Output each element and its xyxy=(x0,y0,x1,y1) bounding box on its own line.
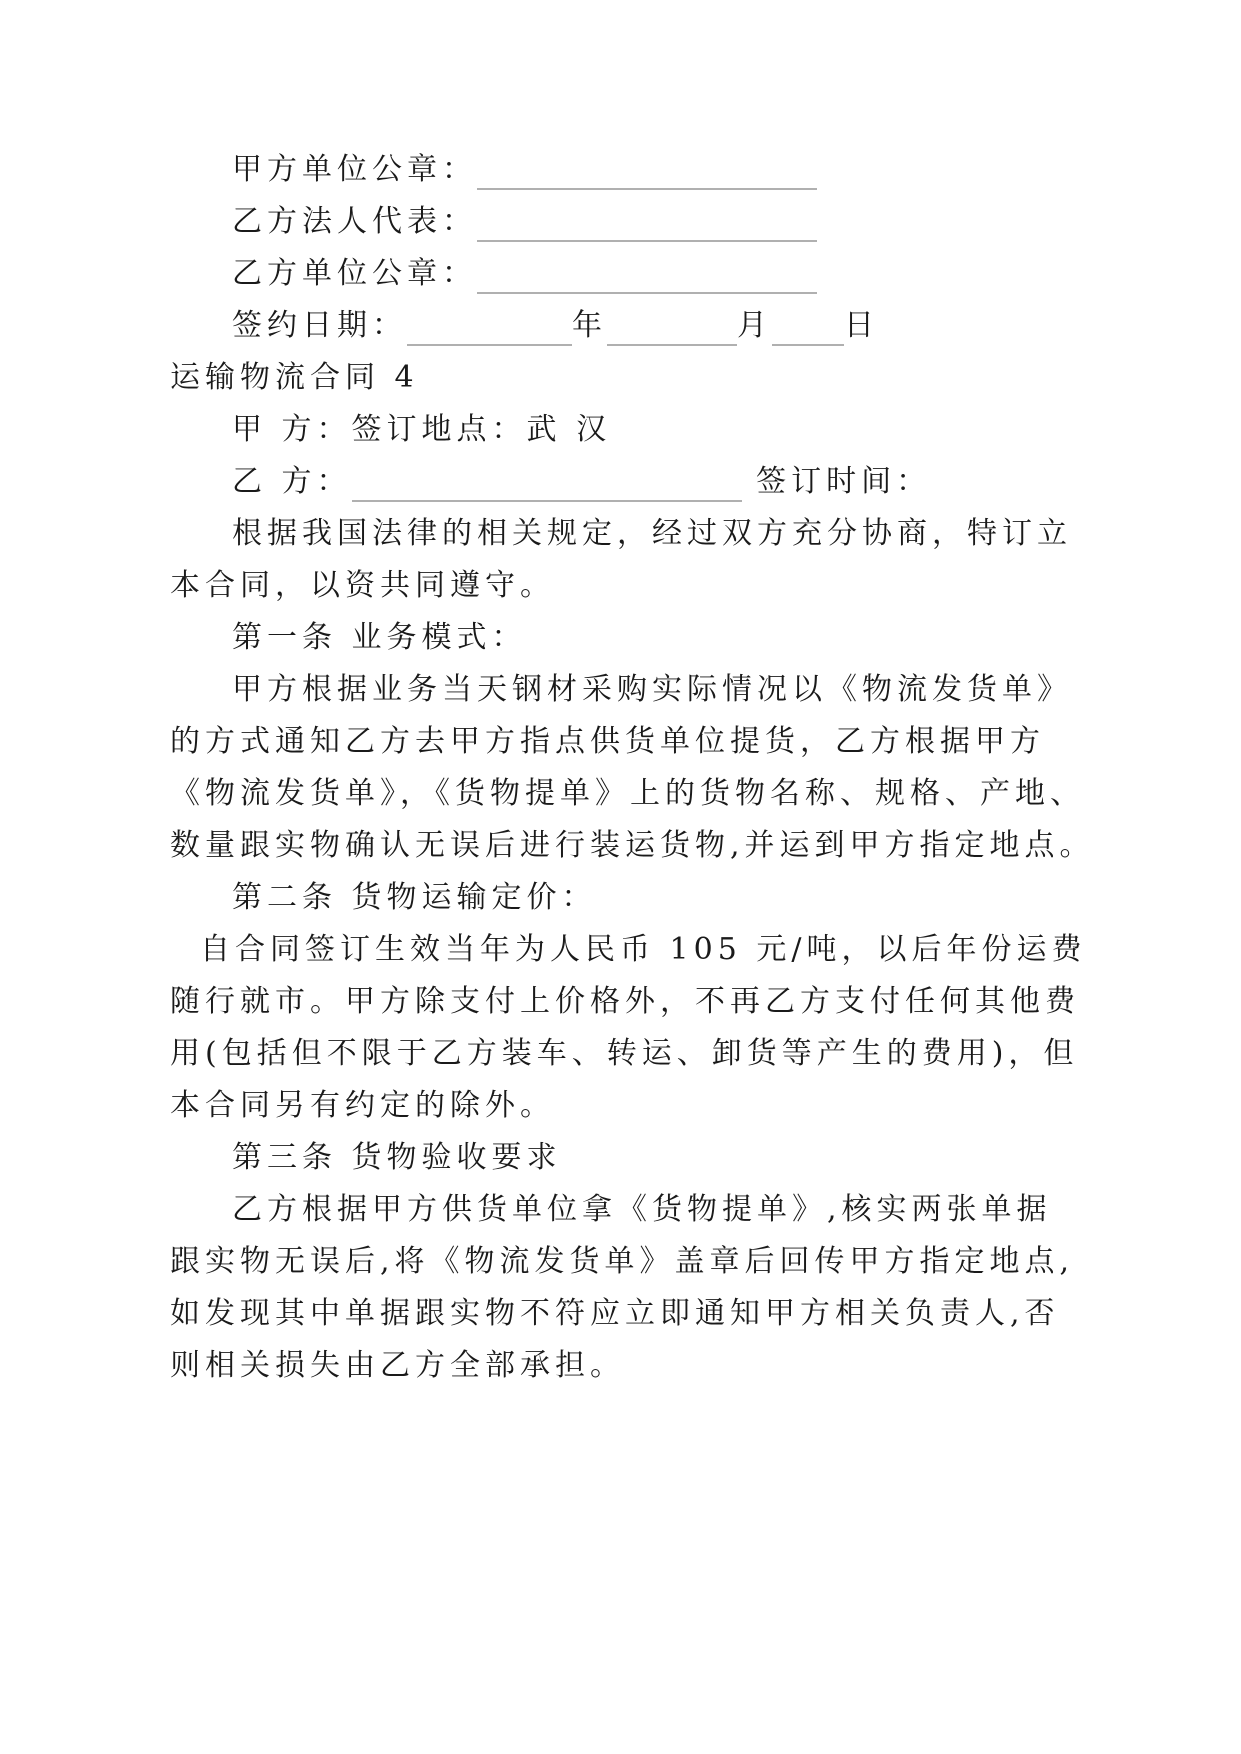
party-b-seal-row xyxy=(232,254,817,294)
party-a-seal-label: 甲方单位公章： xyxy=(232,152,477,187)
article-3-line: 乙方根据甲方供货单位拿《货物提单》,核实两张单据 xyxy=(232,1192,1052,1227)
party-b-seal-label: 乙方单位公章： xyxy=(232,256,477,291)
article-3-line: 跟实物无误后,将《物流发货单》盖章后回传甲方指定地点, xyxy=(170,1244,1075,1279)
party-b-rep-blank[interactable] xyxy=(477,210,817,242)
article-1-line: 的方式通知乙方去甲方指点供货单位提货，乙方根据甲方 xyxy=(170,724,1045,759)
year-label: 年 xyxy=(572,308,607,343)
year-blank[interactable] xyxy=(407,314,572,346)
party-b-label: 乙 方： xyxy=(232,464,352,499)
party-a-seal-row xyxy=(232,150,817,190)
preamble-line: 本合同，以资共同遵守。 xyxy=(170,568,555,603)
sign-date-row xyxy=(232,306,879,346)
party-b-blank[interactable] xyxy=(352,470,742,502)
month-blank[interactable] xyxy=(607,314,737,346)
article-2-line: 随行就市。甲方除支付上价格外，不再乙方支付任何其他费 xyxy=(170,984,1080,1019)
article-3-line: 如发现其中单据跟实物不符应立即通知甲方相关负责人,否 xyxy=(170,1296,1060,1331)
party-b-seal-blank[interactable] xyxy=(477,262,817,294)
article-2-line: 本合同另有约定的除外。 xyxy=(170,1088,555,1123)
party-a-line: 甲 方：签订地点：武 汉 xyxy=(232,412,612,447)
article-2-line: 自合同签订生效当年为人民币 105 元/吨，以后年份运费 xyxy=(200,932,1087,967)
month-label: 月 xyxy=(737,308,772,343)
party-b-row xyxy=(232,462,931,502)
article-2-line: 用(包括但不限于乙方装车、转运、卸货等产生的费用)，但 xyxy=(170,1036,1079,1071)
article-1-line: 数量跟实物确认无误后进行装运货物,并运到甲方指定地点。 xyxy=(170,828,1095,863)
article-2-heading: 第二条 货物运输定价： xyxy=(232,880,597,915)
sign-date-label: 签约日期： xyxy=(232,308,407,343)
day-blank[interactable] xyxy=(772,314,844,346)
article-1-heading: 第一条 业务模式： xyxy=(232,620,527,655)
preamble-line: 根据我国法律的相关规定，经过双方充分协商，特订立 xyxy=(232,516,1072,551)
party-b-rep-label: 乙方法人代表： xyxy=(232,204,477,239)
article-1-line: 甲方根据业务当天钢材采购实际情况以《物流发货单》 xyxy=(232,672,1072,707)
sign-time-label: 签订时间： xyxy=(756,464,932,499)
article-1-line: 《物流发货单》，《货物提单》上的货物名称、规格、产地、 xyxy=(170,776,1085,811)
day-label: 日 xyxy=(844,308,879,343)
contract-title: 运输物流合同 4 xyxy=(170,360,419,395)
article-3-heading: 第三条 货物验收要求 xyxy=(232,1140,562,1175)
party-b-rep-row xyxy=(232,202,817,242)
party-a-seal-blank[interactable] xyxy=(477,158,817,190)
article-3-line: 则相关损失由乙方全部承担。 xyxy=(170,1348,625,1383)
